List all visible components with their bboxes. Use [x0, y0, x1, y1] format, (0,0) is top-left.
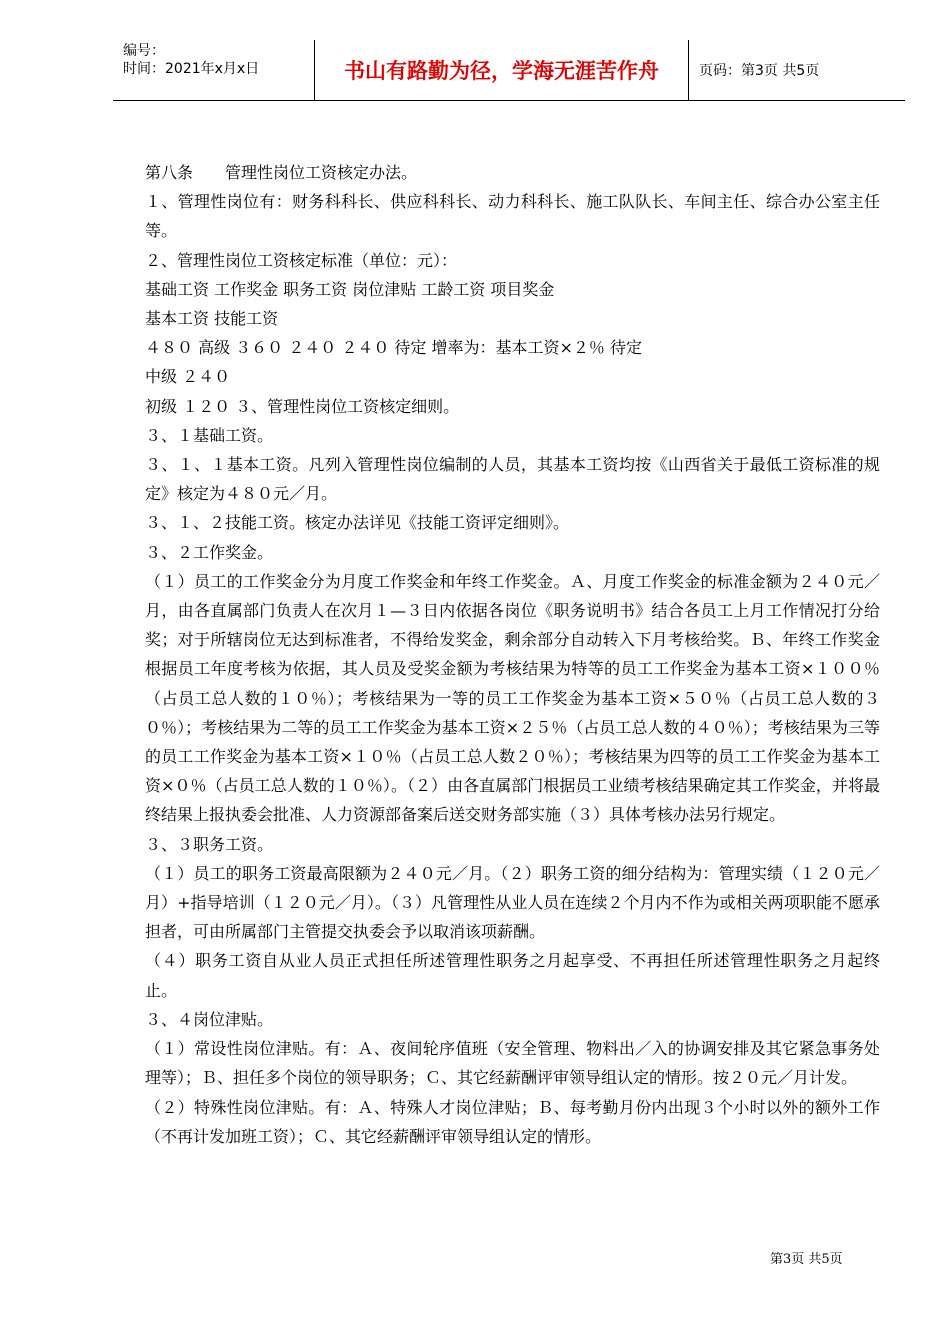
paragraph: 中级 ２４０ [145, 367, 231, 387]
paragraph: 基础工资 工作奖金 职务工资 岗位津贴 工龄工资 项目奖金 [145, 279, 555, 299]
number-label: 编号： [123, 43, 165, 59]
page-header [113, 40, 905, 101]
paragraph: ２、管理性岗位工资核定标准（单位：元）： [145, 250, 458, 270]
paragraph: ３、１、１基本工资。凡列入管理性岗位编制的人员，其基本工资均按《山西省关于最低工资标准的规定》核定为４８０元／月。 [145, 455, 880, 504]
paragraph: ４８０ 高级 ３６０ ２４０ ２４０ 待定 增率为：基本工资×２％ 待定 [145, 338, 643, 358]
page-footer: 第3页 共5页 [770, 1252, 843, 1267]
paragraph: 基本工资 技能工资 [145, 309, 279, 329]
paragraph: ３、１、２技能工资。核定办法详见《技能工资评定细则》。 [145, 513, 570, 533]
paragraph: １、管理性岗位有：财务科科长、供应科科长、动力科科长、施工队队长、车间主任、综合办公室主任等。 [145, 192, 880, 241]
paragraph: （４）职务工资自从业人员正式担任所述管理性职务之月起享受、不再担任所述管理性职务之月起终止。 [145, 951, 880, 1000]
paragraph: （１）员工的工作奖金分为月度工作奖金和年终工作奖金。Ａ、月度工作奖金的标准金额为２４０元／月，由各直属部门负责人在次月１—３日内依据各岗位《职务说明书》结合各员工上月工作情况打分给奖；对于所辖岗位无达到标准者，不得给发奖金，剩余部分自动转入下月考核给奖。Ｂ、年终工作奖金根据员工年度考核为依据，其人员及受奖金额为考核结果为特等的员工工作奖金为基本工资×１００％（占员工总人数的１０％）；考核结果为一等的员工工作奖金为基本工资×５０％（占员工总人数的３０％）；考核结果为二等的员工工作奖金为基本工资×２５％（占员工总人数的４０％）；考核结果为三等的员工工作奖金为基本工资×１０％（占员工总人数２０％）；考核结果为四等的员工工作奖金为基本工资×０％（占员工总人数的１０％）。（２）由各直属部门根据员工业绩考核结果确定其工作奖金，并将最终结果上报执委会批准、人力资源部备案后送交财务部实施（３）具体考核办法另行规定。 [145, 571, 880, 825]
paragraph: ３、２工作奖金。 [145, 542, 274, 562]
paragraph: （２）特殊性岗位津贴。有：Ａ、特殊人才岗位津贴；Ｂ、每考勤月份内出现３个小时以外的额外工作（不再计发加班工资）；Ｃ、其它经薪酬评审领导组认定的情形。 [145, 1097, 880, 1146]
paragraph: 初级 １２０ ３、管理性岗位工资核定细则。 [145, 396, 460, 416]
paragraph: （１）员工的职务工资最高限额为２４０元／月。（２）职务工资的细分结构为：管理实绩（１２０元／月）+指导培训（１２０元／月）。（３）凡管理性从业人员在连续２个月内不作为或相关两项职能不愿承担者，可由所属部门主管提交执委会予以取消该项薪酬。 [145, 863, 880, 942]
header-motto: 书山有路勤为径，学海无涯苦作舟 [315, 40, 689, 100]
document-body [145, 158, 880, 1151]
header-page-info: 页码：第3页 共5页 [699, 63, 820, 79]
paragraph: ３、４岗位津贴。 [145, 1009, 274, 1029]
paragraph: （１）常设性岗位津贴。有：Ａ、夜间轮序值班（安全管理、物料出／入的协调安排及其它紧急事务处理等）；Ｂ、担任多个岗位的领导职务；Ｃ、其它经薪酬评审领导组认定的情形。按２０元／月计发。 [145, 1039, 880, 1088]
paragraph: ３、３职务工资。 [145, 834, 274, 854]
header-meta [113, 40, 315, 100]
time-label: 时间：2021年x月x日 [123, 61, 260, 77]
paragraph: 第八条 管理性岗位工资核定办法。 [145, 163, 418, 182]
paragraph: ３、１基础工资。 [145, 425, 274, 445]
